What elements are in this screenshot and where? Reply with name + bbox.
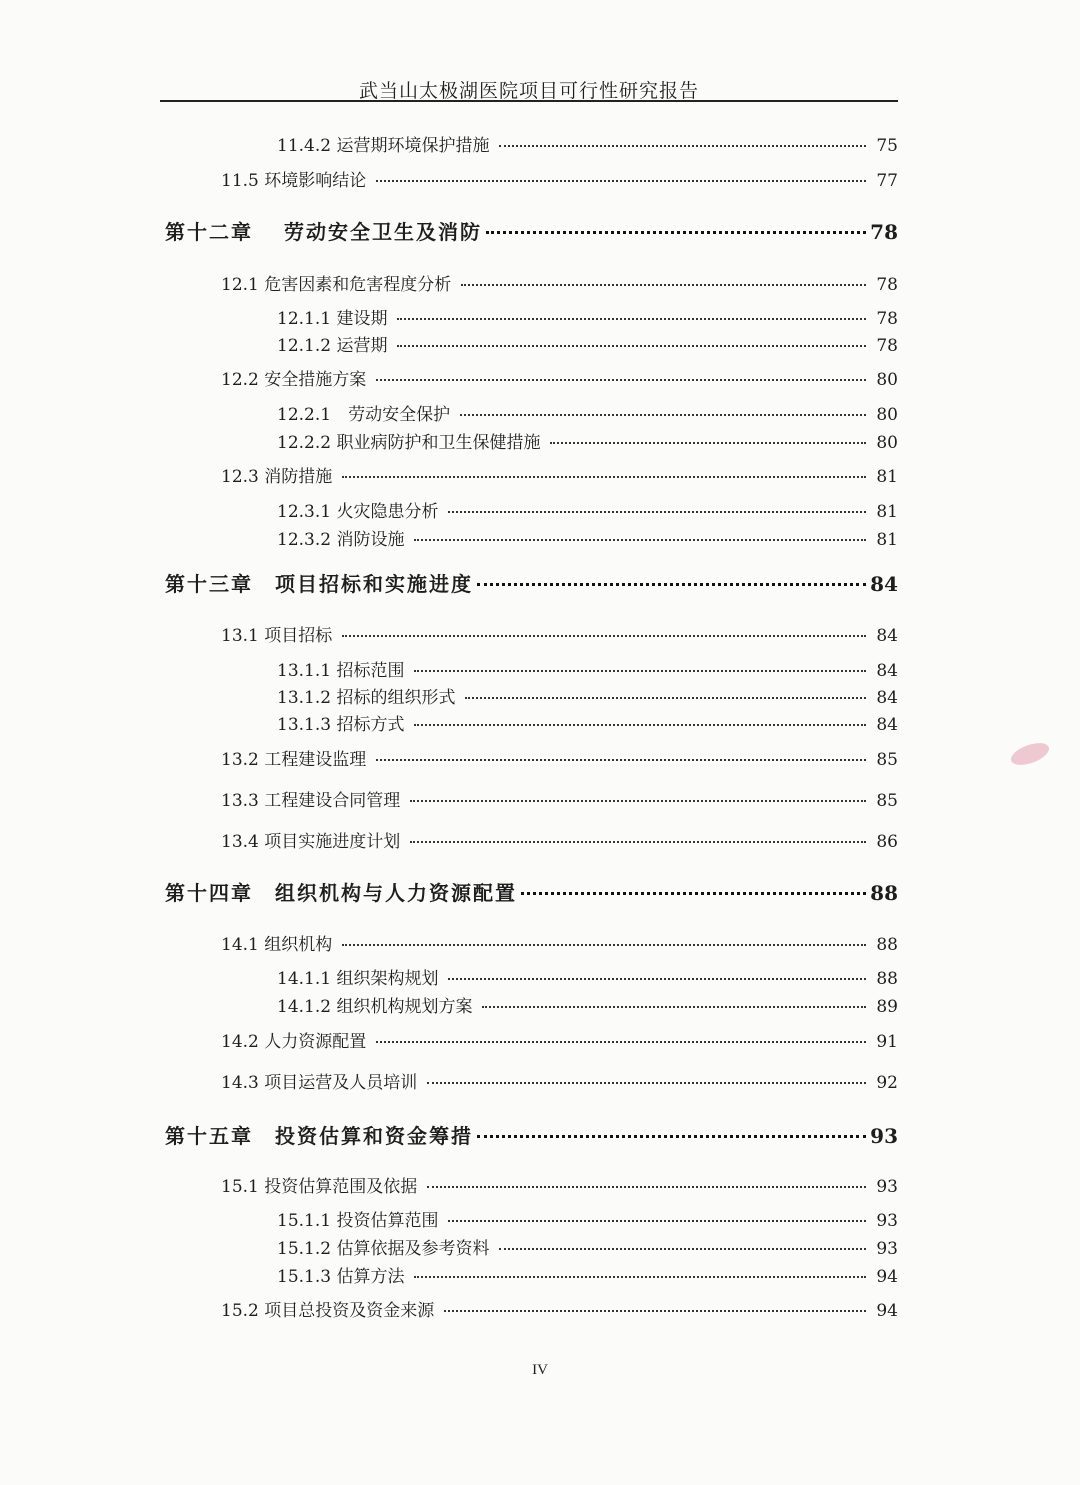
toc-leader-dots bbox=[342, 635, 866, 637]
toc-leader-dots bbox=[448, 978, 866, 980]
toc-chapter-label: 第十三章 项目招标和实施进度 bbox=[165, 572, 473, 596]
toc-entry bbox=[277, 1262, 898, 1287]
toc-entry bbox=[221, 1172, 898, 1197]
toc-leader-dots bbox=[376, 759, 866, 761]
toc-entry-page: 91 bbox=[876, 1032, 898, 1052]
toc-chapter-entry bbox=[165, 877, 898, 906]
toc-entry bbox=[221, 1068, 898, 1093]
toc-chapter-entry bbox=[165, 1120, 898, 1149]
toc-entry-label: 13.1.2 招标的组织形式 bbox=[277, 688, 456, 708]
toc-entry-label: 14.2 人力资源配置 bbox=[221, 1032, 367, 1052]
toc-entry-label: 13.1.1 招标范围 bbox=[277, 661, 405, 681]
toc-entry-page: 94 bbox=[876, 1267, 898, 1287]
toc-entry-page: 84 bbox=[876, 661, 898, 681]
toc-entry bbox=[277, 1234, 898, 1259]
page-header-title: 武当山太极湖医院项目可行性研究报告 bbox=[358, 80, 699, 102]
toc-entry-label: 13.4 项目实施进度计划 bbox=[221, 832, 401, 852]
toc-leader-dots bbox=[444, 1310, 866, 1312]
toc-chapter-page: 88 bbox=[870, 881, 898, 905]
toc-entry bbox=[277, 992, 898, 1017]
toc-chapter-page: 84 bbox=[870, 572, 898, 596]
toc-leader-dots bbox=[465, 697, 866, 699]
toc-entry-page: 80 bbox=[876, 433, 898, 453]
toc-entry bbox=[277, 964, 898, 989]
toc-leader-dots bbox=[397, 318, 866, 320]
toc-entry-page: 84 bbox=[876, 715, 898, 735]
toc-chapter-label: 第十五章 投资估算和资金筹措 bbox=[165, 1124, 473, 1148]
toc-leader-dots bbox=[448, 511, 866, 513]
toc-entry-label: 13.1 项目招标 bbox=[221, 626, 333, 646]
header-divider bbox=[160, 100, 898, 102]
toc-chapter-label: 第十四章 组织机构与人力资源配置 bbox=[165, 881, 517, 905]
toc-leader-dots bbox=[410, 841, 866, 843]
toc-entry bbox=[221, 930, 898, 955]
toc-entry bbox=[221, 270, 898, 295]
toc-leader-dots bbox=[410, 800, 866, 802]
toc-entry bbox=[221, 827, 898, 852]
toc-chapter-page: 93 bbox=[870, 1124, 898, 1148]
toc-entry-page: 86 bbox=[876, 832, 898, 852]
toc-entry-label: 15.1.2 估算依据及参考资料 bbox=[277, 1239, 490, 1259]
toc-leader-dots bbox=[521, 892, 866, 895]
toc-entry-page: 93 bbox=[876, 1177, 898, 1197]
toc-entry-page: 85 bbox=[876, 750, 898, 770]
toc-leader-dots bbox=[342, 944, 866, 946]
toc-entry bbox=[221, 365, 898, 390]
toc-entry bbox=[221, 621, 898, 646]
toc-entry-label: 15.1.1 投资估算范围 bbox=[277, 1211, 439, 1231]
toc-entry-label: 12.2 安全措施方案 bbox=[221, 370, 367, 390]
toc-entry-page: 81 bbox=[876, 502, 898, 522]
toc-entry bbox=[221, 1027, 898, 1052]
toc-leader-dots bbox=[414, 539, 866, 541]
toc-entry-label: 15.1.3 估算方法 bbox=[277, 1267, 405, 1287]
toc-entry-page: 89 bbox=[876, 997, 898, 1017]
toc-entry bbox=[277, 683, 898, 708]
page-number: IV bbox=[532, 1362, 548, 1378]
toc-entry bbox=[277, 656, 898, 681]
toc-entry-label: 14.3 项目运营及人员培训 bbox=[221, 1073, 418, 1093]
toc-entry bbox=[277, 1206, 898, 1231]
toc-leader-dots bbox=[499, 1248, 866, 1250]
toc-entry-page: 84 bbox=[876, 688, 898, 708]
toc-entry bbox=[277, 710, 898, 735]
toc-entry-label: 12.2.2 职业病防护和卫生保健措施 bbox=[277, 433, 541, 453]
toc-entry-page: 78 bbox=[876, 336, 898, 356]
toc-entry-label: 14.1 组织机构 bbox=[221, 935, 333, 955]
toc-entry-label: 11.4.2 运营期环境保护措施 bbox=[277, 136, 490, 156]
toc-entry-label: 13.1.3 招标方式 bbox=[277, 715, 405, 735]
toc-entry-page: 78 bbox=[876, 275, 898, 295]
toc-entry-label: 15.2 项目总投资及资金来源 bbox=[221, 1301, 435, 1321]
toc-leader-dots bbox=[550, 442, 866, 444]
toc-entry bbox=[277, 497, 898, 522]
toc-leader-dots bbox=[482, 1006, 866, 1008]
toc-entry-page: 77 bbox=[876, 171, 898, 191]
toc-entry-label: 12.3.1 火灾隐患分析 bbox=[277, 502, 439, 522]
toc-entry bbox=[277, 428, 898, 453]
toc-leader-dots bbox=[427, 1186, 866, 1188]
toc-entry bbox=[277, 400, 898, 425]
toc-leader-dots bbox=[499, 145, 866, 147]
toc-entry bbox=[277, 525, 898, 550]
toc-chapter-page: 78 bbox=[870, 220, 898, 244]
toc-leader-dots bbox=[342, 476, 866, 478]
toc-leader-dots bbox=[397, 345, 866, 347]
toc-entry-label: 12.1.1 建设期 bbox=[277, 309, 388, 329]
toc-entry-page: 88 bbox=[876, 969, 898, 989]
toc-entry-label: 14.1.1 组织架构规划 bbox=[277, 969, 439, 989]
toc-entry-page: 81 bbox=[876, 530, 898, 550]
toc-entry-label: 13.2 工程建设监理 bbox=[221, 750, 367, 770]
toc-entry-page: 78 bbox=[876, 309, 898, 329]
toc-entry bbox=[277, 331, 898, 356]
toc-entry-page: 92 bbox=[876, 1073, 898, 1093]
ink-smudge bbox=[1008, 739, 1052, 770]
toc-leader-dots bbox=[427, 1082, 866, 1084]
toc-leader-dots bbox=[414, 670, 866, 672]
toc-entry-label: 14.1.2 组织机构规划方案 bbox=[277, 997, 473, 1017]
toc-entry-page: 81 bbox=[876, 467, 898, 487]
toc-leader-dots bbox=[461, 284, 866, 286]
toc-entry-page: 93 bbox=[876, 1211, 898, 1231]
toc-entry-page: 75 bbox=[876, 136, 898, 156]
toc-entry-label: 12.3 消防措施 bbox=[221, 467, 333, 487]
toc-entry-label: 12.1 危害因素和危害程度分析 bbox=[221, 275, 452, 295]
toc-entry-label: 12.2.1 劳动安全保护 bbox=[277, 405, 451, 425]
toc-entry-label: 12.1.2 运营期 bbox=[277, 336, 388, 356]
toc-leader-dots bbox=[414, 724, 866, 726]
toc-entry bbox=[277, 131, 898, 156]
toc-leader-dots bbox=[448, 1220, 866, 1222]
toc-entry-page: 80 bbox=[876, 405, 898, 425]
toc-leader-dots bbox=[486, 231, 866, 234]
toc-entry-page: 85 bbox=[876, 791, 898, 811]
toc-leader-dots bbox=[376, 180, 866, 182]
toc-leader-dots bbox=[414, 1276, 866, 1278]
toc-chapter-entry bbox=[165, 568, 898, 597]
toc-entry-label: 15.1 投资估算范围及依据 bbox=[221, 1177, 418, 1197]
toc-entry-page: 93 bbox=[876, 1239, 898, 1259]
toc-leader-dots bbox=[460, 414, 866, 416]
toc-entry bbox=[221, 745, 898, 770]
toc-entry-page: 94 bbox=[876, 1301, 898, 1321]
toc-leader-dots bbox=[477, 1135, 866, 1138]
toc-leader-dots bbox=[376, 1041, 866, 1043]
toc-leader-dots bbox=[477, 583, 866, 586]
toc-chapter-entry bbox=[165, 216, 898, 245]
toc-entry-page: 88 bbox=[876, 935, 898, 955]
toc-entry-page: 80 bbox=[876, 370, 898, 390]
toc-leader-dots bbox=[376, 379, 866, 381]
toc-entry bbox=[221, 786, 898, 811]
toc-entry-label: 13.3 工程建设合同管理 bbox=[221, 791, 401, 811]
toc-entry-page: 84 bbox=[876, 626, 898, 646]
toc-entry bbox=[277, 304, 898, 329]
toc-entry bbox=[221, 166, 898, 191]
toc-chapter-label: 第十二章 劳动安全卫生及消防 bbox=[165, 220, 482, 244]
toc-entry-label: 11.5 环境影响结论 bbox=[221, 171, 367, 191]
toc-entry bbox=[221, 1296, 898, 1321]
toc-entry bbox=[221, 462, 898, 487]
toc-entry-label: 12.3.2 消防设施 bbox=[277, 530, 405, 550]
